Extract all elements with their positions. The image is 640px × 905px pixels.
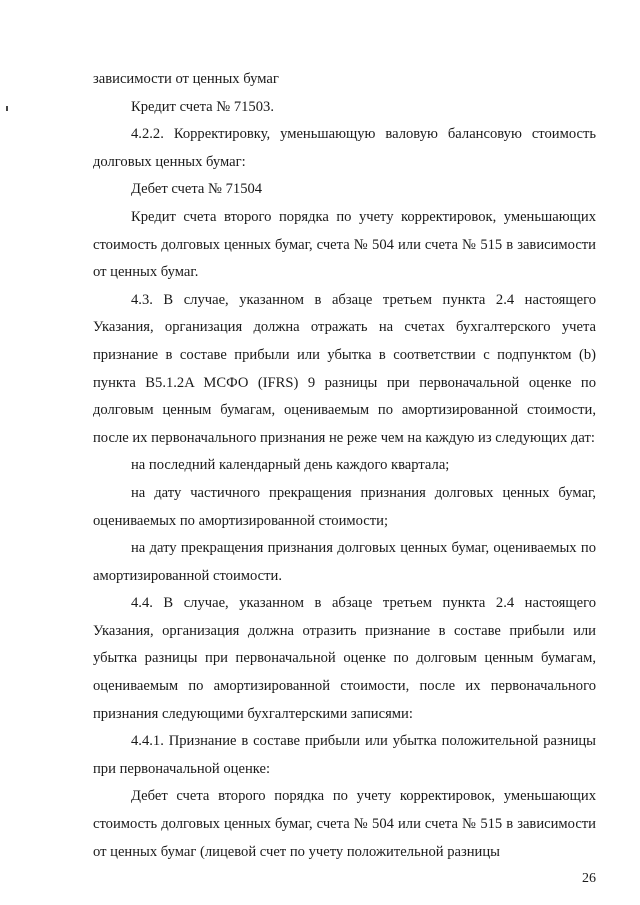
paragraph: зависимости от ценных бумаг	[93, 71, 279, 87]
paragraph: Кредит счета второго порядка по учету корректировок, уменьшающих стоимость долговых ценных бумаг, счета № 504 или счета № 515 в зависимости от ценных бумаг.	[93, 208, 596, 281]
paragraph: на последний календарный день каждого квартала;	[131, 457, 450, 474]
paragraph: Кредит счета № 71503.	[131, 98, 274, 115]
paragraph: Дебет счета № 71504	[131, 181, 263, 198]
page-number: 26	[582, 871, 596, 886]
paragraph: 4.4. В случае, указанном в абзаце третьем пункта 2.4 настоящего Указания, организация должна отразить признание в составе прибыли или убытка разницы при первоначальной оценке по долговым ценным бумагам, оцениваемым по амортизированной стоимости, после их первоначального признания следующими бухгалтерскими записями:	[93, 595, 596, 722]
body-text	[93, 66, 596, 866]
paragraph: на дату прекращения признания долговых ценных бумаг, оцениваемых по амортизированной стоимости.	[93, 540, 596, 584]
paragraph: 4.3. В случае, указанном в абзаце третьем пункта 2.4 настоящего Указания, организация должна отражать на счетах бухгалтерского учета признание в составе прибыли или убытка в соответствии с подпунктом (b) пункта B5.1.2A МСФО (IFRS) 9 разницы при первоначальной оценке по долговым ценным бумагам, оцениваемым по амортизированной стоимости, после их первоначального признания не реже чем на каждую из следующих дат:	[93, 291, 596, 446]
paragraph: Дебет счета второго порядка по учету корректировок, уменьшающих стоимость долговых ценных бумаг, счета № 504 или счета № 515 в зависимости от ценных бумаг (лицевой счет по учету положительной разницы	[93, 788, 596, 860]
paragraph: 4.4.1. Признание в составе прибыли или убытка положительной разницы при первоначальной оценке:	[93, 733, 596, 777]
paragraph: 4.2.2. Корректировку, уменьшающую валовую балансовую стоимость долговых ценных бумаг:	[93, 126, 596, 170]
scan-mark	[6, 106, 8, 111]
paragraph: на дату частичного прекращения признания долговых ценных бумаг, оцениваемых по амортизированной стоимости;	[93, 484, 596, 529]
